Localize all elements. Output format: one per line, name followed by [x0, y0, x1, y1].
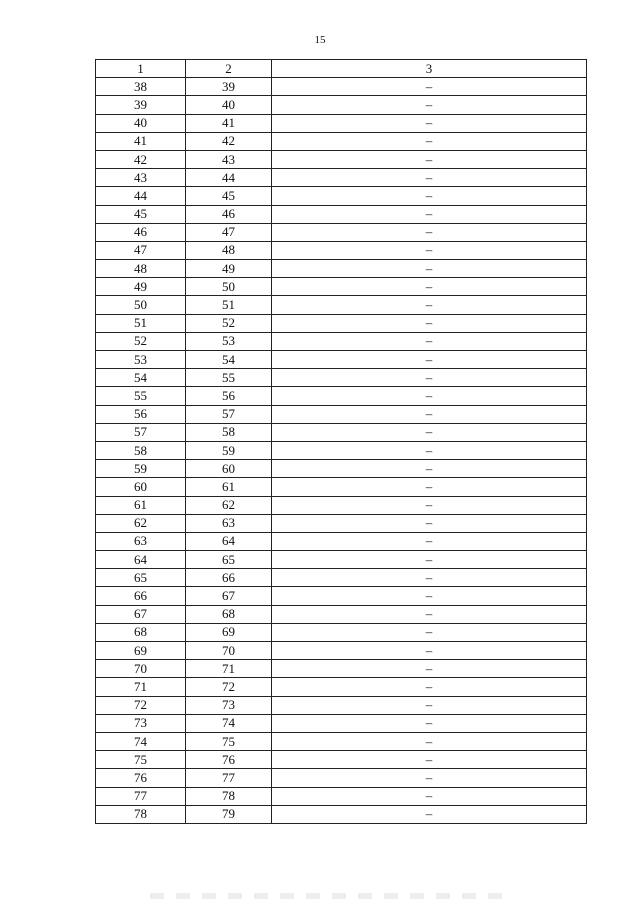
table-cell-col-2: 64: [186, 532, 272, 550]
data-table: [95, 59, 587, 824]
table-cell-col-1: 75: [96, 751, 186, 769]
table-cell-col-3: –: [272, 478, 587, 496]
table-row: [96, 660, 587, 678]
table-cell-col-1: 49: [96, 278, 186, 296]
table-cell-col-3: –: [272, 351, 587, 369]
table-cell-col-2: 68: [186, 605, 272, 623]
table-cell-col-1: 38: [96, 78, 186, 96]
table-cell-col-1: 61: [96, 496, 186, 514]
table-row: [96, 332, 587, 350]
table-header-row: [96, 60, 587, 78]
table-cell-col-3: –: [272, 460, 587, 478]
table-cell-col-3: –: [272, 241, 587, 259]
table-row: [96, 769, 587, 787]
table-cell-col-1: 67: [96, 605, 186, 623]
table-cell-col-1: 54: [96, 369, 186, 387]
table-cell-col-1: 50: [96, 296, 186, 314]
table-cell-col-3: –: [272, 787, 587, 805]
table-cell-col-2: 63: [186, 514, 272, 532]
data-table-container: [95, 59, 586, 824]
table-row: [96, 278, 587, 296]
table-cell-col-3: –: [272, 569, 587, 587]
table-cell-col-3: –: [272, 678, 587, 696]
table-cell-col-1: 40: [96, 114, 186, 132]
table-cell-col-2: 60: [186, 460, 272, 478]
table-cell-col-3: –: [272, 642, 587, 660]
table-cell-col-2: 69: [186, 623, 272, 641]
table-cell-col-2: 79: [186, 805, 272, 823]
table-cell-col-3: –: [272, 769, 587, 787]
table-cell-col-2: 67: [186, 587, 272, 605]
table-cell-col-3: –: [272, 623, 587, 641]
table-cell-col-1: 47: [96, 241, 186, 259]
table-cell-col-2: 70: [186, 642, 272, 660]
table-cell-col-2: 75: [186, 732, 272, 750]
table-cell-col-2: 39: [186, 78, 272, 96]
table-row: [96, 678, 587, 696]
table-cell-col-1: 53: [96, 351, 186, 369]
table-cell-col-1: 62: [96, 514, 186, 532]
table-cell-col-1: 43: [96, 169, 186, 187]
table-cell-col-2: 59: [186, 441, 272, 459]
table-row: [96, 623, 587, 641]
table-row: [96, 732, 587, 750]
table-row: [96, 532, 587, 550]
table-row: [96, 551, 587, 569]
table-cell-col-1: 60: [96, 478, 186, 496]
table-cell-col-1: 52: [96, 332, 186, 350]
table-cell-col-1: 72: [96, 696, 186, 714]
table-cell-col-3: –: [272, 714, 587, 732]
table-cell-col-2: 78: [186, 787, 272, 805]
table-cell-col-3: –: [272, 205, 587, 223]
table-cell-col-3: –: [272, 423, 587, 441]
table-cell-col-2: 43: [186, 150, 272, 168]
table-row: [96, 314, 587, 332]
table-row: [96, 587, 587, 605]
table-cell-col-2: 62: [186, 496, 272, 514]
table-body: [96, 78, 587, 824]
table-row: [96, 714, 587, 732]
table-row: [96, 96, 587, 114]
table-cell-col-2: 51: [186, 296, 272, 314]
table-cell-col-3: –: [272, 314, 587, 332]
table-cell-col-1: 73: [96, 714, 186, 732]
table-cell-col-3: –: [272, 751, 587, 769]
table-cell-col-1: 48: [96, 260, 186, 278]
table-cell-col-2: 72: [186, 678, 272, 696]
table-cell-col-2: 71: [186, 660, 272, 678]
table-cell-col-2: 44: [186, 169, 272, 187]
table-cell-col-3: –: [272, 132, 587, 150]
table-cell-col-2: 77: [186, 769, 272, 787]
table-cell-col-1: 70: [96, 660, 186, 678]
table-cell-col-2: 48: [186, 241, 272, 259]
table-cell-col-3: –: [272, 78, 587, 96]
table-row: [96, 369, 587, 387]
table-cell-col-2: 65: [186, 551, 272, 569]
table-cell-col-2: 45: [186, 187, 272, 205]
table-row: [96, 241, 587, 259]
table-cell-col-1: 74: [96, 732, 186, 750]
table-row: [96, 387, 587, 405]
table-row: [96, 605, 587, 623]
column-header-2: 2: [186, 60, 272, 78]
table-row: [96, 478, 587, 496]
column-header-1: 1: [96, 60, 186, 78]
table-cell-col-2: 53: [186, 332, 272, 350]
table-cell-col-3: –: [272, 805, 587, 823]
table-row: [96, 423, 587, 441]
table-cell-col-1: 56: [96, 405, 186, 423]
table-cell-col-1: 68: [96, 623, 186, 641]
table-cell-col-1: 57: [96, 423, 186, 441]
table-row: [96, 187, 587, 205]
table-cell-col-3: –: [272, 150, 587, 168]
table-cell-col-2: 50: [186, 278, 272, 296]
table-row: [96, 441, 587, 459]
table-cell-col-2: 76: [186, 751, 272, 769]
table-row: [96, 696, 587, 714]
table-cell-col-1: 55: [96, 387, 186, 405]
table-row: [96, 296, 587, 314]
table-cell-col-3: –: [272, 260, 587, 278]
table-cell-col-2: 57: [186, 405, 272, 423]
table-cell-col-1: 71: [96, 678, 186, 696]
table-row: [96, 114, 587, 132]
table-cell-col-2: 47: [186, 223, 272, 241]
table-row: [96, 205, 587, 223]
table-cell-col-3: –: [272, 296, 587, 314]
table-cell-col-2: 49: [186, 260, 272, 278]
table-cell-col-3: –: [272, 732, 587, 750]
table-cell-col-2: 58: [186, 423, 272, 441]
table-cell-col-1: 44: [96, 187, 186, 205]
table-cell-col-2: 55: [186, 369, 272, 387]
table-row: [96, 569, 587, 587]
table-cell-col-1: 76: [96, 769, 186, 787]
table-cell-col-1: 78: [96, 805, 186, 823]
table-row: [96, 787, 587, 805]
table-cell-col-1: 66: [96, 587, 186, 605]
table-row: [96, 460, 587, 478]
page-number: 15: [314, 34, 326, 46]
table-row: [96, 405, 587, 423]
table-row: [96, 642, 587, 660]
table-cell-col-2: 41: [186, 114, 272, 132]
table-row: [96, 351, 587, 369]
table-cell-col-3: –: [272, 114, 587, 132]
table-cell-col-1: 64: [96, 551, 186, 569]
table-row: [96, 496, 587, 514]
table-cell-col-3: –: [272, 532, 587, 550]
table-cell-col-1: 69: [96, 642, 186, 660]
table-row: [96, 150, 587, 168]
table-cell-col-2: 40: [186, 96, 272, 114]
column-header-3: 3: [272, 60, 587, 78]
faint-footer-marks: [150, 893, 510, 899]
table-cell-col-2: 52: [186, 314, 272, 332]
table-cell-col-2: 74: [186, 714, 272, 732]
table-row: [96, 751, 587, 769]
table-cell-col-3: –: [272, 551, 587, 569]
table-cell-col-3: –: [272, 387, 587, 405]
table-cell-col-2: 42: [186, 132, 272, 150]
table-cell-col-1: 63: [96, 532, 186, 550]
table-cell-col-2: 54: [186, 351, 272, 369]
table-row: [96, 132, 587, 150]
table-cell-col-1: 51: [96, 314, 186, 332]
table-cell-col-3: –: [272, 369, 587, 387]
table-cell-col-2: 56: [186, 387, 272, 405]
table-cell-col-1: 45: [96, 205, 186, 223]
table-row: [96, 78, 587, 96]
table-cell-col-3: –: [272, 496, 587, 514]
table-cell-col-3: –: [272, 660, 587, 678]
table-cell-col-3: –: [272, 587, 587, 605]
table-cell-col-1: 41: [96, 132, 186, 150]
table-cell-col-3: –: [272, 514, 587, 532]
table-cell-col-1: 58: [96, 441, 186, 459]
table-row: [96, 514, 587, 532]
table-cell-col-2: 61: [186, 478, 272, 496]
table-cell-col-3: –: [272, 223, 587, 241]
table-cell-col-3: –: [272, 605, 587, 623]
table-cell-col-2: 66: [186, 569, 272, 587]
table-cell-col-1: 77: [96, 787, 186, 805]
table-cell-col-3: –: [272, 405, 587, 423]
table-cell-col-3: –: [272, 169, 587, 187]
table-row: [96, 260, 587, 278]
table-cell-col-3: –: [272, 696, 587, 714]
table-cell-col-3: –: [272, 187, 587, 205]
table-row: [96, 223, 587, 241]
table-cell-col-1: 46: [96, 223, 186, 241]
table-cell-col-2: 73: [186, 696, 272, 714]
table-row: [96, 169, 587, 187]
table-cell-col-1: 42: [96, 150, 186, 168]
table-row: [96, 805, 587, 823]
table-cell-col-1: 65: [96, 569, 186, 587]
table-cell-col-2: 46: [186, 205, 272, 223]
table-cell-col-1: 39: [96, 96, 186, 114]
table-cell-col-3: –: [272, 278, 587, 296]
table-cell-col-3: –: [272, 96, 587, 114]
table-cell-col-1: 59: [96, 460, 186, 478]
table-cell-col-3: –: [272, 332, 587, 350]
table-cell-col-3: –: [272, 441, 587, 459]
